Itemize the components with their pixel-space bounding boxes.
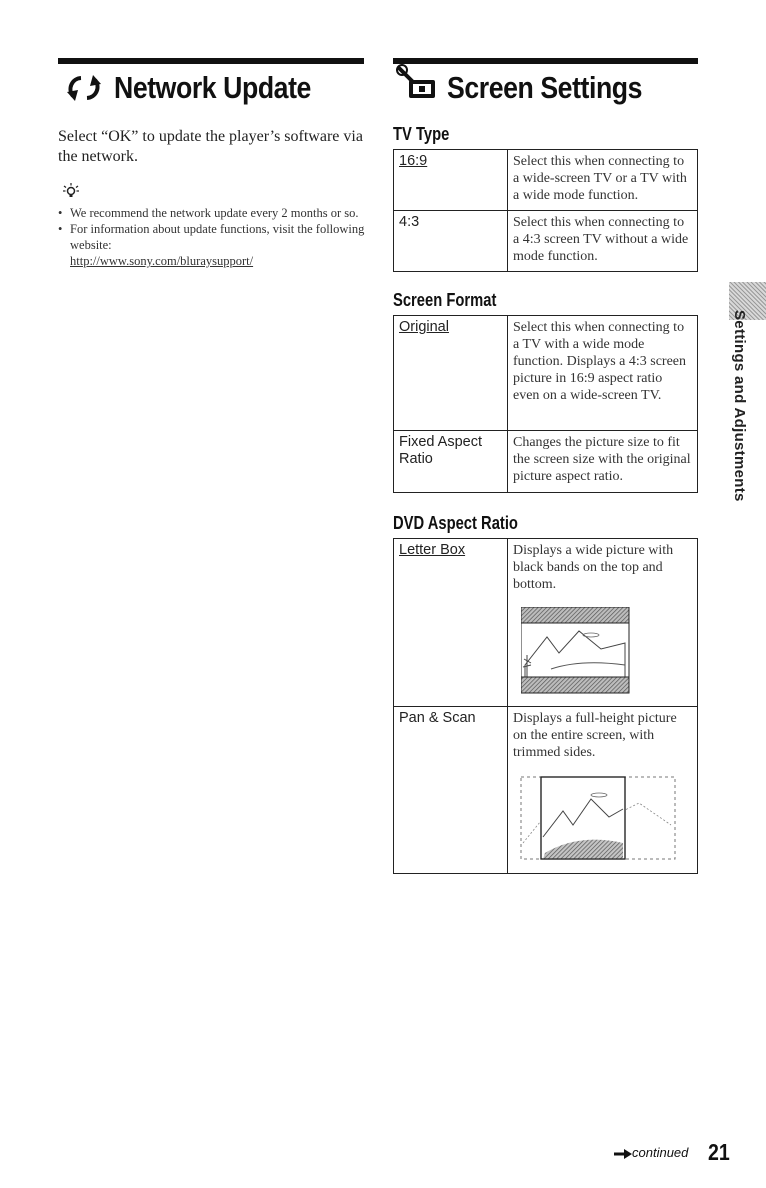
tip-text: For information about update functions, visit the following website:	[70, 222, 365, 252]
continued-note	[614, 1145, 688, 1160]
letterbox-illustration	[521, 607, 631, 695]
letterbox-description: Displays a wide picture with black bands on the top and bottom.	[513, 543, 674, 592]
table-row	[394, 539, 698, 707]
hint-lightbulb-icon	[63, 183, 79, 199]
dvd-aspect-heading: DVD Aspect Ratio	[393, 513, 518, 533]
screen-settings-icon	[395, 64, 439, 102]
support-url-link[interactable]: http://www.sony.com/bluraysupport/	[70, 254, 254, 268]
option-description: Select this when connecting to a TV with a wide mode function. Displays a 4:3 screen picture in 16:9 aspect ratio even on a wide-screen TV.	[508, 316, 698, 431]
page-number: 21	[708, 1139, 730, 1165]
option-term: Pan & Scan	[394, 707, 508, 874]
tip-item	[58, 205, 368, 221]
pan-scan-illustration	[519, 773, 679, 863]
screen-format-heading: Screen Format	[393, 290, 497, 310]
table-row	[394, 150, 698, 211]
table-row	[394, 707, 698, 874]
tv-type-table	[393, 149, 698, 272]
pan-scan-description: Displays a full-height picture on the entire screen, with trimmed sides.	[513, 711, 677, 760]
option-term: Letter Box	[394, 539, 508, 707]
network-update-intro: Select “OK” to update the player’s software via the network.	[58, 128, 363, 165]
dvd-aspect-table	[393, 538, 698, 874]
tip-item	[58, 221, 368, 269]
network-update-title: Network Update	[114, 70, 311, 105]
option-description: Changes the picture size to fit the screen size with the original picture aspect ratio.	[508, 431, 698, 493]
tip-text: We recommend the network update every 2 months or so.	[70, 206, 359, 220]
option-term: Original	[394, 316, 508, 431]
option-term: Fixed Aspect Ratio	[394, 431, 508, 493]
continued-text: continued	[632, 1145, 689, 1160]
option-description	[508, 707, 698, 874]
tips-list	[58, 205, 368, 269]
bullet: •	[58, 222, 63, 236]
screen-format-table	[393, 315, 698, 493]
option-description: Select this when connecting to a wide-screen TV or a TV with a wide mode function.	[508, 150, 698, 211]
bullet: •	[58, 206, 63, 220]
option-term: 16:9	[394, 150, 508, 211]
section-rule	[58, 58, 364, 64]
tv-type-heading: TV Type	[393, 124, 450, 144]
table-row	[394, 431, 698, 493]
option-term: 4:3	[394, 211, 508, 272]
side-tab-label: Settings and Adjustments	[731, 310, 748, 502]
option-description	[508, 539, 698, 707]
option-description: Select this when connecting to a 4:3 screen TV without a wide mode function.	[508, 211, 698, 272]
screen-settings-title: Screen Settings	[447, 70, 643, 105]
arrow-right-icon	[614, 1149, 632, 1159]
table-row	[394, 316, 698, 431]
network-update-icon	[64, 72, 104, 104]
table-row	[394, 211, 698, 272]
